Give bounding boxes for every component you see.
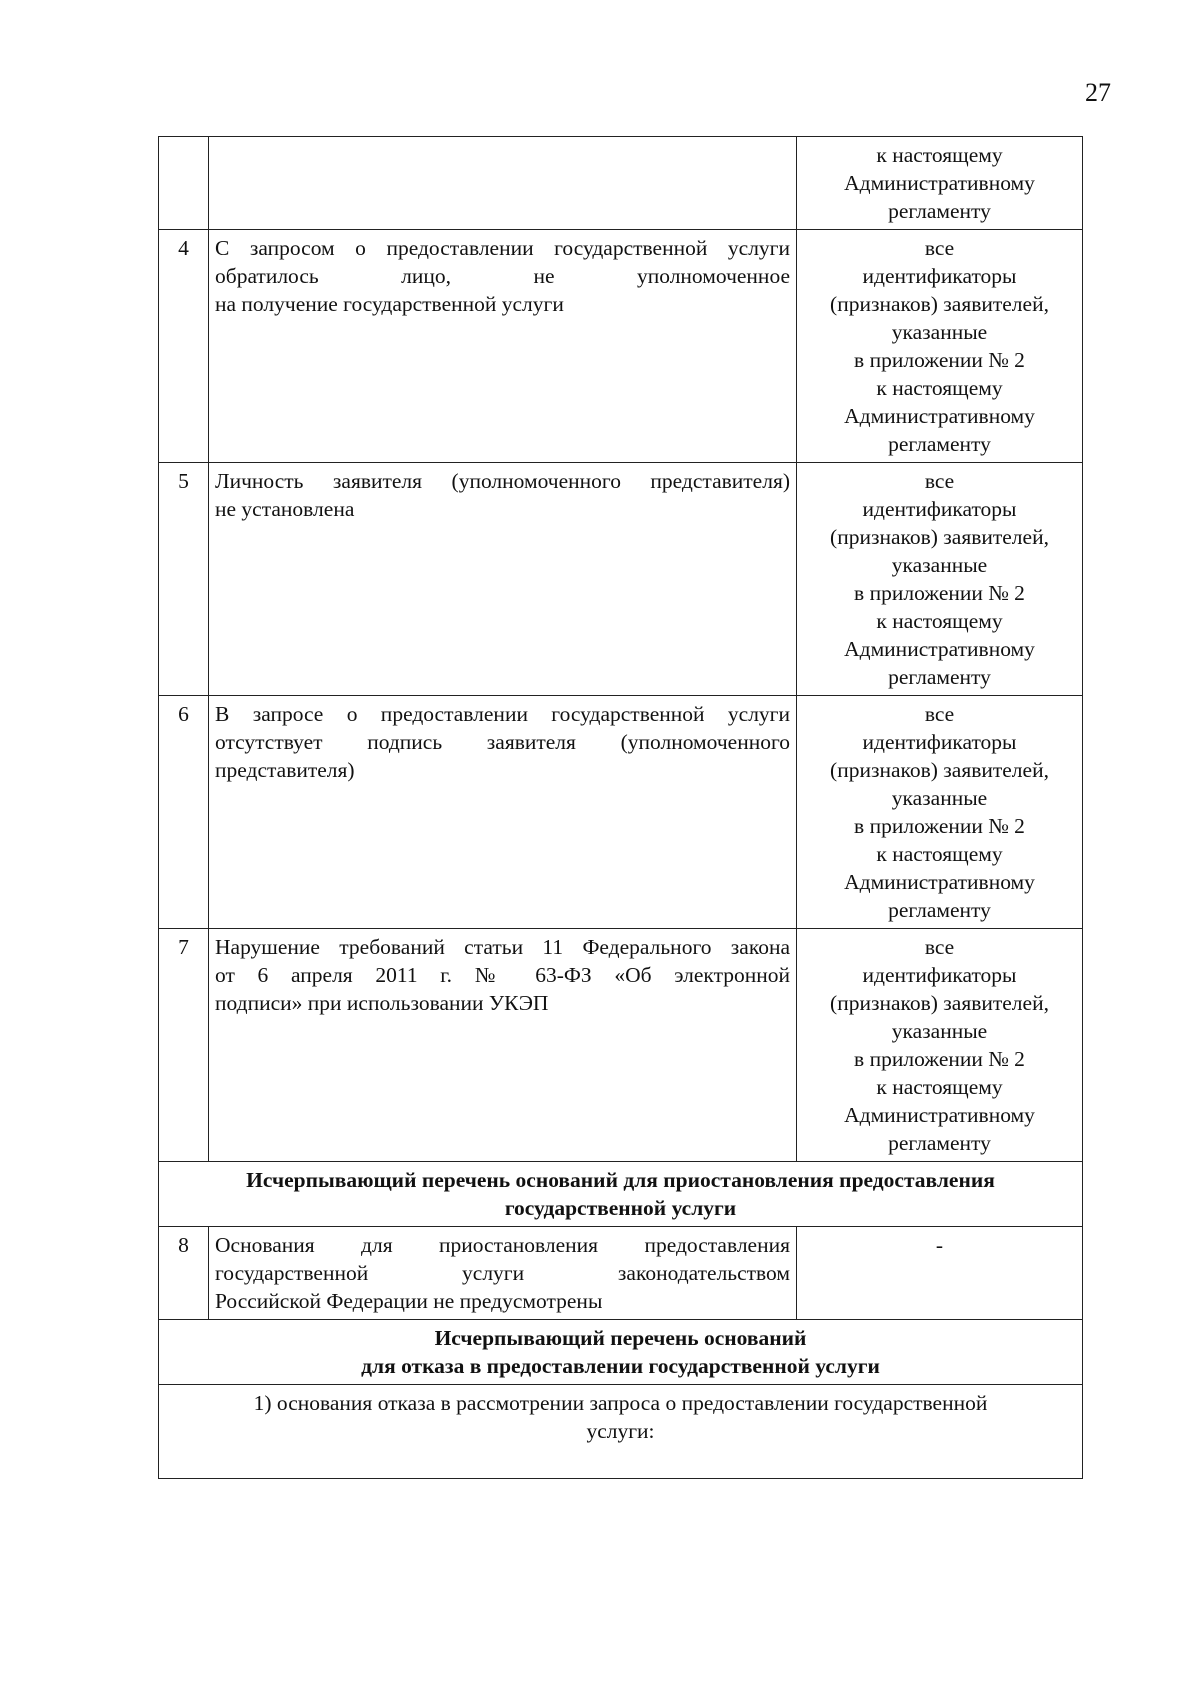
row-description <box>209 230 797 463</box>
ids-line: указанные <box>891 1019 988 1043</box>
table-row <box>159 137 1083 230</box>
header-line: Исчерпывающий перечень оснований для приостановления предоставления <box>246 1168 995 1192</box>
ids-line: регламенту <box>888 432 991 456</box>
row-description <box>209 1227 797 1320</box>
item-line: услуги: <box>586 1419 655 1443</box>
ids-line: все <box>924 236 955 260</box>
row-identifiers: - <box>797 1227 1083 1320</box>
ids-line: в приложении № 2 <box>854 581 1025 605</box>
desc-line: В запросе о предоставлении государственной услуги <box>215 702 790 726</box>
row-description <box>209 137 797 230</box>
table-row <box>159 1385 1083 1479</box>
desc-line: Нарушение требований статьи 11 Федерального закона <box>215 935 790 959</box>
row-number: 6 <box>159 696 209 929</box>
desc-line: от 6 апреля 2011 г. № 63-ФЗ «Об электронной <box>215 963 790 987</box>
header-line: Исчерпывающий перечень оснований <box>434 1326 807 1350</box>
ids-line: все <box>924 469 955 493</box>
ids-line: указанные <box>891 320 988 344</box>
row-description <box>209 696 797 929</box>
table-row <box>159 230 1083 463</box>
row-number: 4 <box>159 230 209 463</box>
ids-line: все <box>924 935 955 959</box>
desc-line: Личность заявителя (уполномоченного представителя) <box>215 469 790 493</box>
ids-line: указанные <box>891 786 988 810</box>
ids-line: идентификаторы <box>862 963 1017 987</box>
row-identifiers <box>797 463 1083 696</box>
ids-line: идентификаторы <box>862 730 1017 754</box>
ids-line: в приложении № 2 <box>854 348 1025 372</box>
ids-line: (признаков) заявителей, <box>830 758 1049 782</box>
desc-line: обратилось лицо, не уполномоченное <box>215 264 790 288</box>
row-description <box>209 463 797 696</box>
ids-line: Административному <box>844 870 1035 894</box>
refusal-item <box>159 1385 1083 1479</box>
desc-line: С запросом о предоставлении государственной услуги <box>215 236 790 260</box>
row-identifiers <box>797 929 1083 1162</box>
ids-line: Административному <box>844 1103 1035 1127</box>
row-identifiers <box>797 696 1083 929</box>
table-row <box>159 929 1083 1162</box>
row-number: 7 <box>159 929 209 1162</box>
desc-line: не установлена <box>215 497 355 521</box>
item-line: 1) основания отказа в рассмотрении запроса о предоставлении государственной <box>253 1391 988 1415</box>
ids-line: Административному <box>844 404 1035 428</box>
ids-line: указанные <box>891 553 988 577</box>
ids-line: регламенту <box>888 665 991 689</box>
desc-line: государственной услуги законодательством <box>215 1261 790 1285</box>
section-header-row <box>159 1320 1083 1385</box>
desc-line: Российской Федерации не предусмотрены <box>215 1289 603 1313</box>
ids-line: (признаков) заявителей, <box>830 292 1049 316</box>
header-line: государственной услуги <box>504 1196 737 1220</box>
section-header-row <box>159 1162 1083 1227</box>
ids-line: (признаков) заявителей, <box>830 991 1049 1015</box>
desc-line: отсутствует подпись заявителя (уполномоченного <box>215 730 790 754</box>
ids-line: в приложении № 2 <box>854 814 1025 838</box>
ids-line: регламенту <box>888 1131 991 1155</box>
ids-line: регламенту <box>888 898 991 922</box>
ids-line: в приложении № 2 <box>854 1047 1025 1071</box>
ids-line: Административному <box>844 171 1035 195</box>
grounds-table <box>158 136 1083 1479</box>
ids-line: Административному <box>844 637 1035 661</box>
desc-line: на получение государственной услуги <box>215 292 564 316</box>
ids-line: к настоящему <box>876 842 1003 866</box>
row-identifiers <box>797 137 1083 230</box>
ids-line: идентификаторы <box>862 264 1017 288</box>
ids-line: к настоящему <box>876 376 1003 400</box>
ids-line: к настоящему <box>876 1075 1003 1099</box>
table-row <box>159 463 1083 696</box>
header-line: для отказа в предоставлении государственной услуги <box>361 1354 880 1378</box>
row-number <box>159 137 209 230</box>
row-number: 8 <box>159 1227 209 1320</box>
table-row <box>159 1227 1083 1320</box>
ids-line: идентификаторы <box>862 497 1017 521</box>
desc-line: подписи» при использовании УКЭП <box>215 991 549 1015</box>
ids-line: к настоящему <box>876 609 1003 633</box>
desc-line: Основания для приостановления предоставления <box>215 1233 790 1257</box>
row-description <box>209 929 797 1162</box>
table-row <box>159 696 1083 929</box>
refusal-section-header <box>159 1320 1083 1385</box>
ids-line: к настоящему <box>876 143 1003 167</box>
page-number: 27 <box>1085 78 1111 107</box>
suspension-section-header <box>159 1162 1083 1227</box>
ids-line: (признаков) заявителей, <box>830 525 1049 549</box>
row-identifiers <box>797 230 1083 463</box>
ids-line: все <box>924 702 955 726</box>
row-number: 5 <box>159 463 209 696</box>
desc-line: представителя) <box>215 758 355 782</box>
ids-line: регламенту <box>888 199 991 223</box>
